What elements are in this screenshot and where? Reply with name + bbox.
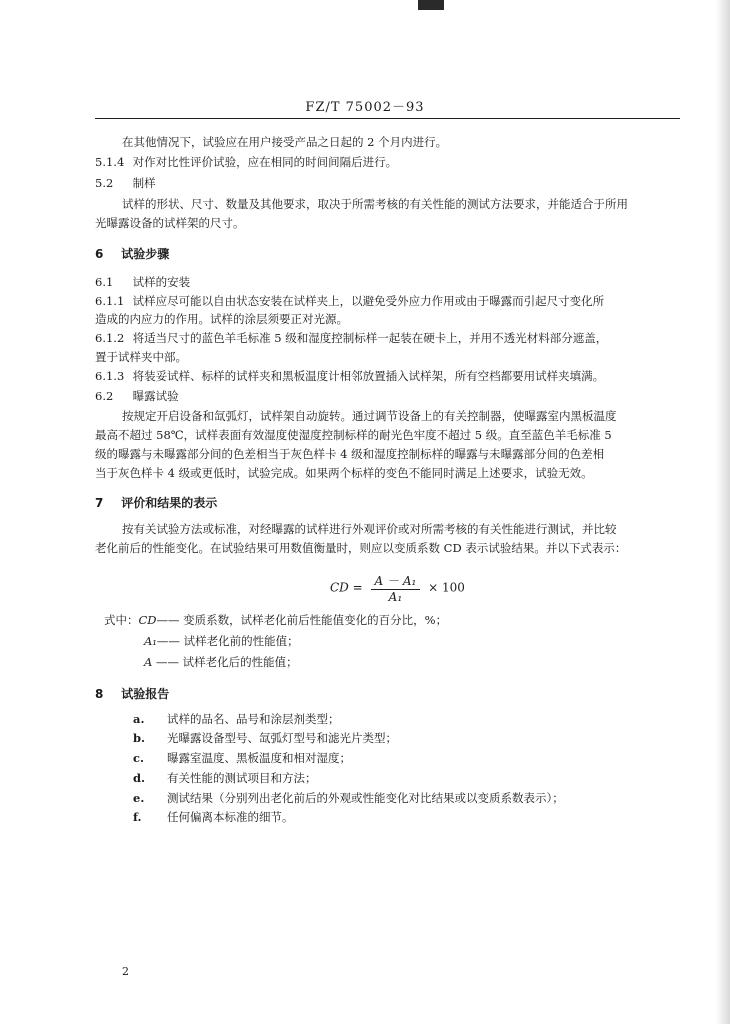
header-rule <box>95 118 680 119</box>
legend-symbol: A <box>144 655 153 669</box>
section-6-heading <box>95 245 169 262</box>
formula-multiplier: × 100 <box>428 580 465 595</box>
formula-equals: = <box>352 580 363 595</box>
paragraph-continuation: 在其他情况下，试验应在用户接受产品之日起的 2 个月内进行。 <box>122 135 448 149</box>
report-item <box>133 711 340 728</box>
report-item <box>133 750 351 767</box>
item-letter: c. <box>133 751 145 765</box>
report-item <box>133 770 317 787</box>
clause-6-1-2 <box>95 330 607 347</box>
paragraph-line: 老化前后的性能变化。在试验结果可用数值衡量时，则应以变质系数 CD 表示试验结果。并以下式表示： <box>95 541 627 555</box>
clause-text: 对作对比性评价试验，应在相同的时间间隔后进行。 <box>132 155 398 169</box>
clause-title: 曝露试验 <box>132 389 179 403</box>
clause-number: 6.1.3 <box>95 369 125 383</box>
section-title: 试验报告 <box>121 687 170 701</box>
legend-definition: —— 试样老化后的性能值； <box>152 655 298 669</box>
item-text: 任何偏离本标准的细节。 <box>167 810 294 824</box>
legend-definition: —— 试样老化前的性能值； <box>156 634 299 648</box>
legend-intro: 式中： <box>104 613 139 627</box>
clause-number: 6.1 <box>95 275 114 289</box>
item-text: 曝露室温度、黑板温度和相对湿度； <box>167 751 351 765</box>
item-letter: f. <box>133 810 142 824</box>
clause-5-1-4 <box>95 154 397 171</box>
clause-text: 将适当尺寸的蓝色羊毛标准 5 级和湿度控制标样一起装在硬卡上，并用不透光材料部分遮盖， <box>132 331 608 345</box>
formula-legend-cd <box>104 612 447 629</box>
report-item <box>133 809 294 826</box>
item-letter: e. <box>133 791 145 805</box>
item-text: 测试结果（分别列出老化前后的外观或性能变化对比结果或以变质系数表示）； <box>167 791 564 805</box>
item-letter: b. <box>133 731 146 745</box>
formula-numerator: A － A₁ <box>371 572 421 590</box>
clause-number: 6.1.1 <box>95 294 125 308</box>
item-letter: a. <box>133 712 145 726</box>
report-item <box>133 730 397 747</box>
paragraph-line: 级的曝露与未曝露部分间的色差相当于灰色样卡 4 级和湿度控制标样的曝露与未曝露部分间的色差相 <box>95 447 605 461</box>
clause-5-2-heading <box>95 175 156 192</box>
clause-number: 5.1.4 <box>95 155 125 169</box>
page-number: 2 <box>122 965 129 978</box>
item-text: 光曝露设备型号、氙弧灯型号和滤光片类型； <box>167 731 397 745</box>
clause-title: 试样的安装 <box>132 275 191 289</box>
clause-text: 试样应尽可能以自由状态安装在试样夹上，以避免受外应力作用或由于曝露而引起尺寸变化所 <box>132 294 605 308</box>
formula-denominator: A₁ <box>388 590 403 604</box>
formula-legend-a <box>144 654 298 671</box>
item-letter: d. <box>133 771 146 785</box>
section-title: 评价和结果的表示 <box>121 496 218 510</box>
scan-artifact <box>418 0 444 10</box>
section-number: 6 <box>95 247 104 261</box>
legend-symbol: CD <box>138 613 157 627</box>
standard-code-header: FZ/T 75002－93 <box>305 100 425 115</box>
clause-number: 5.2 <box>95 176 114 190</box>
paragraph-line: 置于试样夹中部。 <box>95 350 187 364</box>
clause-6-2-heading <box>95 388 179 405</box>
formula-lhs: CD <box>330 580 349 595</box>
clause-title: 制样 <box>132 176 156 190</box>
paragraph-line: 最高不超过 58℃，试样表面有效湿度使湿度控制标样的耐光色牢度不超过 5 级。直至蓝色羊毛标准 5 <box>95 428 612 442</box>
formula-legend-a1 <box>144 633 299 650</box>
section-7-heading <box>95 494 217 511</box>
scan-shadow <box>716 0 730 1024</box>
section-title: 试验步骤 <box>121 247 170 261</box>
cd-formula <box>330 572 465 604</box>
paragraph-line: 按规定开启设备和氙弧灯，试样架自动旋转。通过调节设备上的有关控制器，使曝露室内黑板温度 <box>122 409 617 423</box>
formula-fraction <box>371 572 421 604</box>
section-number: 8 <box>95 687 104 701</box>
report-item <box>133 790 564 807</box>
clause-6-1-heading <box>95 274 190 291</box>
clause-text: 将装妥试样、标样的试样夹和黑板温度计相邻放置插入试样架，所有空档都要用试样夹填满。 <box>132 369 605 383</box>
clause-6-1-1 <box>95 293 604 310</box>
legend-symbol: A₁ <box>144 634 157 648</box>
item-text: 有关性能的测试项目和方法； <box>167 771 317 785</box>
paragraph-line: 试样的形状、尺寸、数量及其他要求，取决于所需考核的有关性能的测试方法要求，并能适合于所用 <box>122 197 628 211</box>
paragraph-line: 光曝露设备的试样架的尺寸。 <box>95 216 245 230</box>
paragraph-line: 造成的内应力的作用。试样的涂层须要正对光源。 <box>95 312 348 326</box>
clause-number: 6.2 <box>95 389 114 403</box>
paragraph-line: 按有关试验方法或标准，对经曝露的试样进行外观评价或对所需考核的有关性能进行测试，并比较 <box>122 522 617 536</box>
paragraph-line: 当于灰色样卡 4 级或更低时，试验完成。如果两个标样的变色不能同时满足上述要求，试验无效。 <box>95 466 593 480</box>
clause-6-1-3 <box>95 368 604 385</box>
clause-number: 6.1.2 <box>95 331 125 345</box>
section-number: 7 <box>95 496 104 510</box>
section-8-heading <box>95 685 169 702</box>
item-text: 试样的品名、品号和涂层剂类型； <box>167 712 340 726</box>
legend-definition: —— 变质系数，试样老化前后性能值变化的百分比，%； <box>156 613 448 627</box>
